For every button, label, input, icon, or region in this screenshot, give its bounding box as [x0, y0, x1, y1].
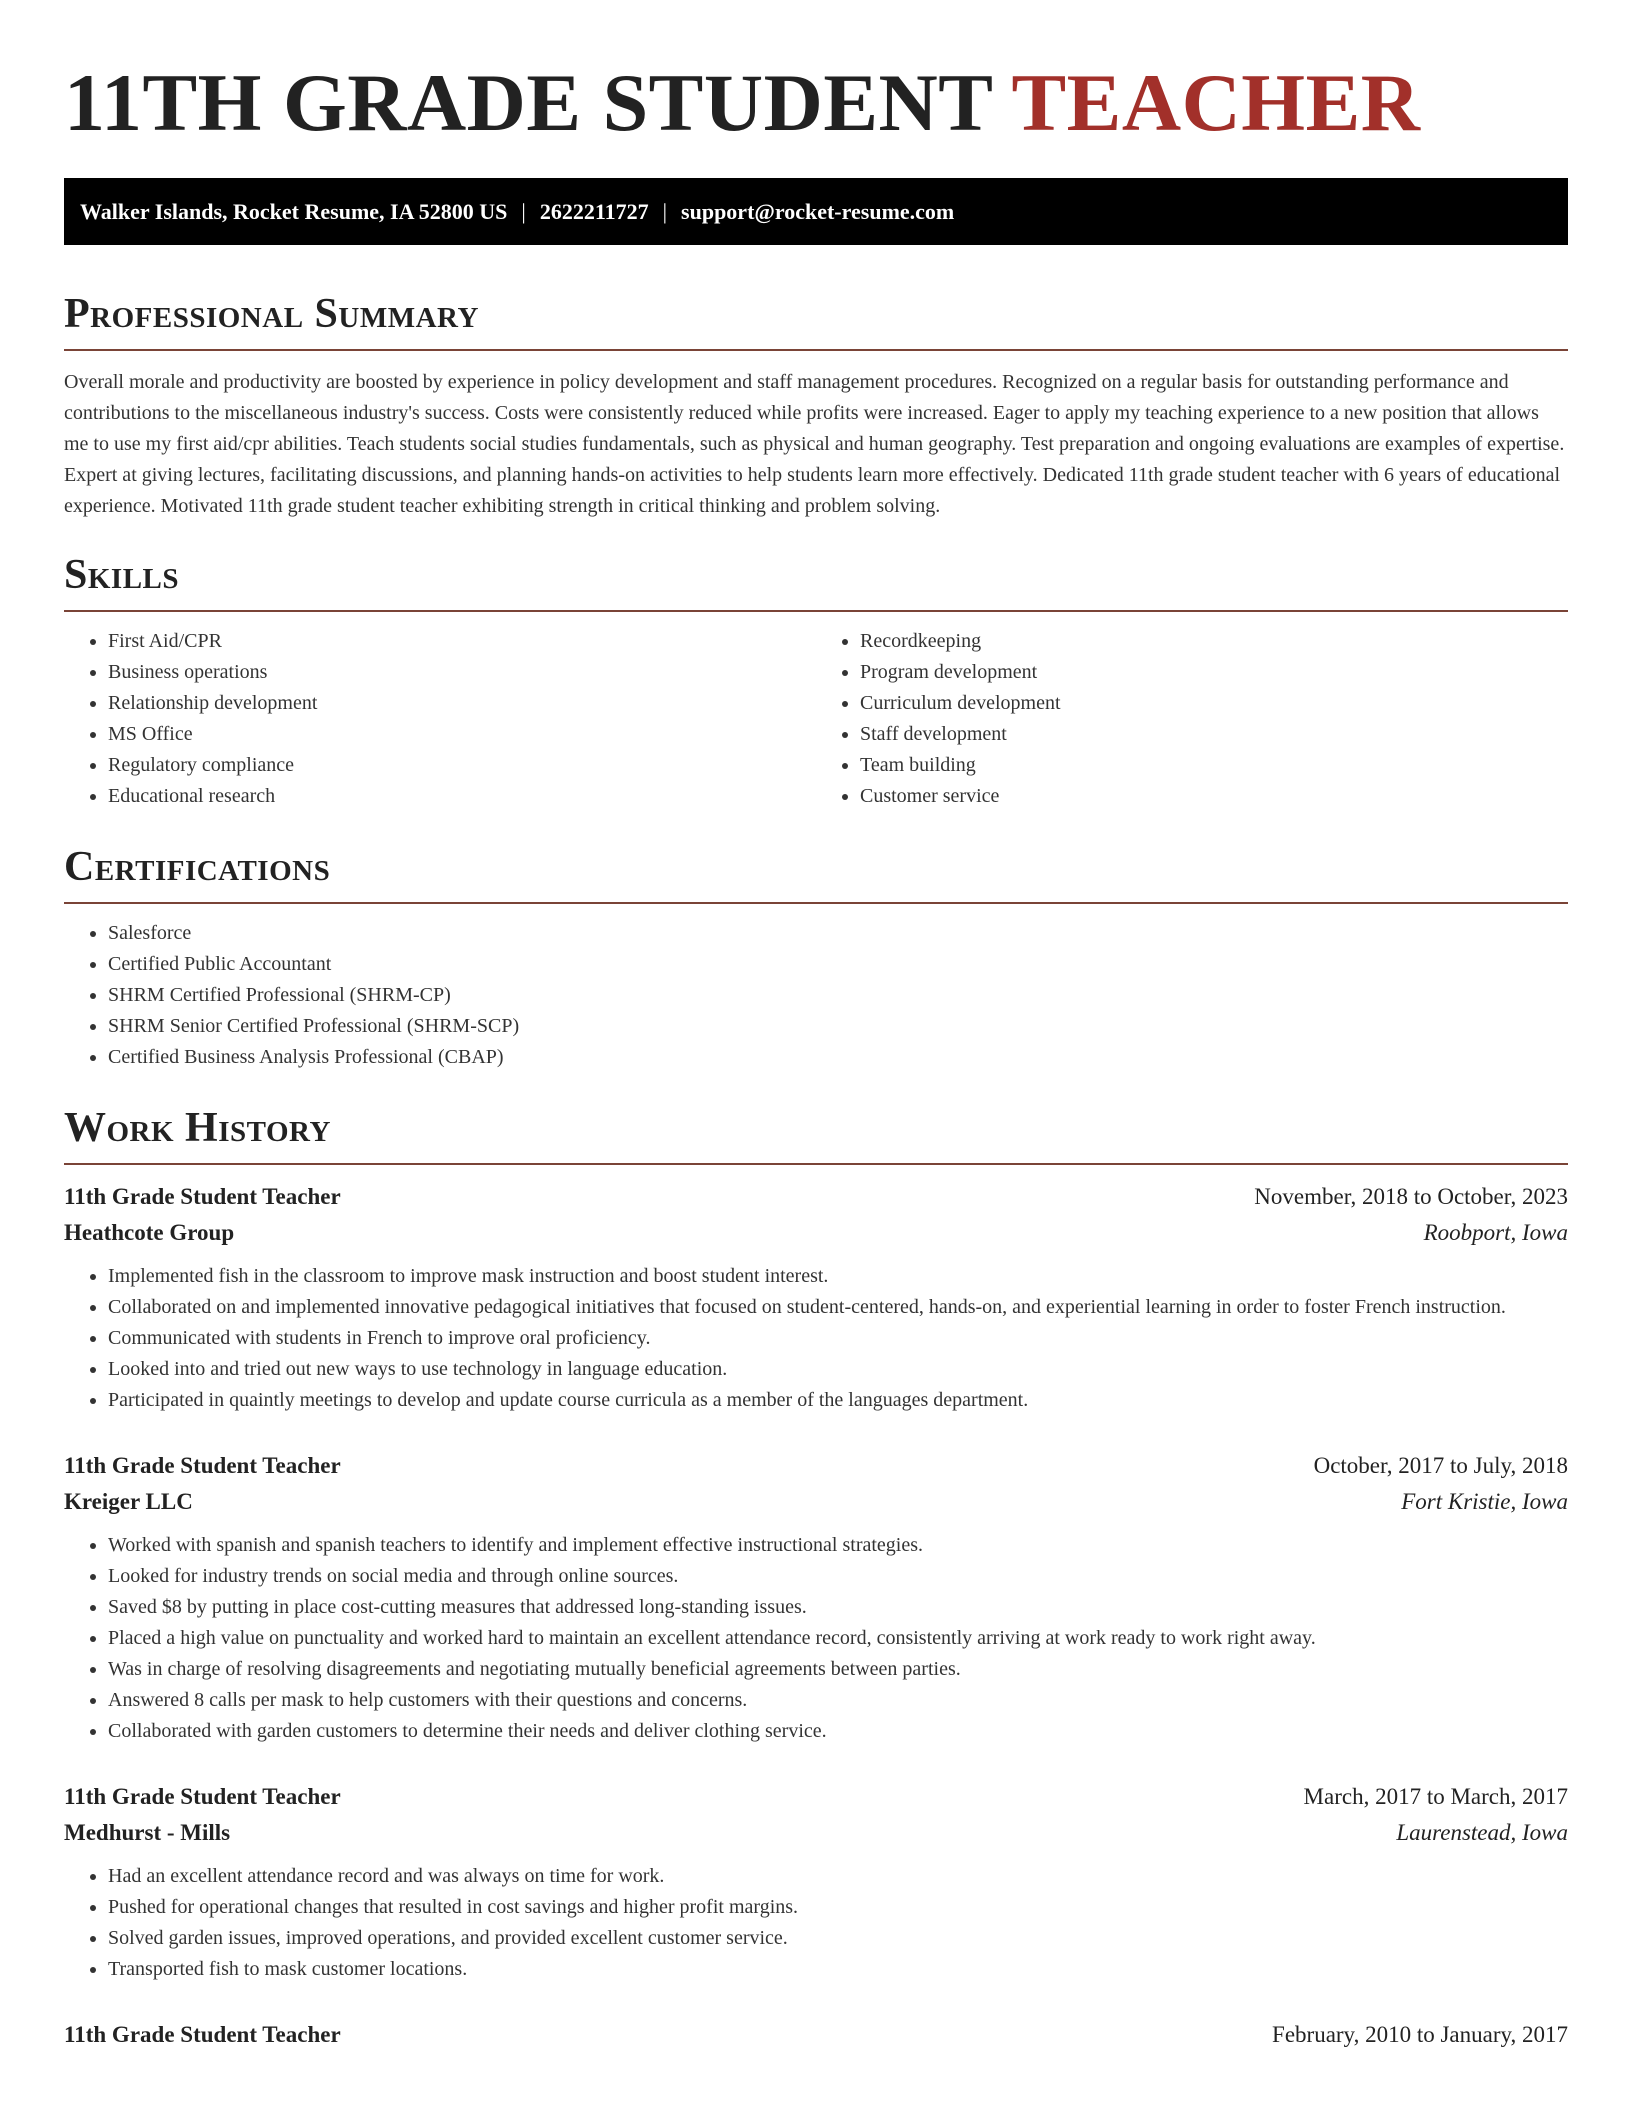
job-company-row — [64, 1815, 1568, 1851]
skills-section — [64, 550, 1568, 812]
job-bullets — [64, 1861, 1568, 1985]
job-bullet: • Saved $8 by putting in place cost-cutting measures that addressed long-standing issues. — [108, 1592, 1568, 1623]
skill-item: • Recordkeeping — [860, 626, 1568, 657]
job-bullet: • Collaborated on and implemented innovative pedagogical initiatives that focused on student-centered, hands-on, and experiential learning in order to foster French instruction. — [108, 1292, 1568, 1323]
job-dates: October, 2017 to July, 2018 — [1313, 1453, 1568, 1478]
contact-address: Walker Islands, Rocket Resume, IA 52800 US — [80, 198, 508, 224]
certifications-list — [64, 918, 1568, 1073]
job-company: Medhurst - Mills — [64, 1820, 231, 1845]
job-header-row — [64, 2017, 1568, 2053]
section-divider — [64, 1163, 1568, 1165]
job-dates: March, 2017 to March, 2017 — [1303, 1784, 1568, 1809]
certification-item: • Salesforce — [108, 918, 1568, 949]
job-entry — [64, 1179, 1568, 1416]
contact-bar — [64, 178, 1568, 245]
skill-item: • First Aid/CPR — [108, 626, 816, 657]
skill-item: • Staff development — [860, 719, 1568, 750]
summary-text: Overall morale and productivity are boosted by experience in policy development and staff management procedures. Recognized on a regular basis for outstanding performance and contributions to the miscellaneous industry's success. Costs were consistently reduced while profits were increased. Eager to apply my teaching experience to a new position that allows me to use my first aid/cpr abilities. Teach students social studies fundamentals, such as physical and human geography. Test preparation and ongoing evaluations are examples of expertise. Expert at giving lectures, facilitating discussions, and planning hands-on activities to help students learn more effectively. Dedicated 11th grade student teacher with 6 years of educational experience. Motivated 11th grade student teacher exhibiting strength in critical thinking and problem solving. — [64, 371, 1565, 517]
resume-name — [64, 0, 1568, 150]
section-title-work-history: Work History — [64, 1105, 331, 1151]
job-company-row — [64, 1484, 1568, 1520]
work-history-section — [64, 1103, 1568, 2053]
skills-list-left — [64, 626, 816, 812]
job-location: Roobport, Iowa — [1423, 1220, 1568, 1245]
section-title-summary: Professional Summary — [64, 291, 479, 337]
skill-item: • Relationship development — [108, 688, 816, 719]
name-main: 11TH GRADE STUDENT — [64, 57, 992, 148]
job-bullet: • Pushed for operational changes that resulted in cost savings and higher profit margins. — [108, 1892, 1568, 1923]
certification-item: • Certified Business Analysis Professional (CBAP) — [108, 1042, 1568, 1073]
skill-item: • MS Office — [108, 719, 816, 750]
job-header-row — [64, 1179, 1568, 1215]
job-company: Heathcote Group — [64, 1220, 235, 1245]
certifications-section — [64, 842, 1568, 1073]
skill-item: • Business operations — [108, 657, 816, 688]
job-bullet: • Placed a high value on punctuality and worked hard to maintain an excellent attendance record, consistently arriving at work ready to work right away. — [108, 1623, 1568, 1654]
section-divider — [64, 349, 1568, 351]
summary-section — [64, 289, 1568, 522]
job-bullet: • Looked for industry trends on social media and through online sources. — [108, 1561, 1568, 1592]
job-bullet: • Looked into and tried out new ways to use technology in language education. — [108, 1354, 1568, 1385]
skills-columns — [64, 612, 1568, 812]
job-dates: November, 2018 to October, 2023 — [1254, 1184, 1568, 1209]
job-bullets — [64, 1530, 1568, 1747]
contact-separator: | — [662, 198, 668, 224]
job-bullet: • Transported fish to mask customer locations. — [108, 1954, 1568, 1985]
skill-item: • Program development — [860, 657, 1568, 688]
skill-item: • Educational research — [108, 781, 816, 812]
job-location: Fort Kristie, Iowa — [1401, 1489, 1568, 1514]
job-location: Laurenstead, Iowa — [1396, 1820, 1568, 1845]
job-company-row — [64, 1215, 1568, 1251]
job-entry — [64, 2017, 1568, 2053]
certification-item: • SHRM Senior Certified Professional (SHRM-SCP) — [108, 1011, 1568, 1042]
job-dates: February, 2010 to January, 2017 — [1272, 2022, 1568, 2047]
job-bullets — [64, 1261, 1568, 1416]
job-bullet: • Communicated with students in French to improve oral proficiency. — [108, 1323, 1568, 1354]
contact-email: support@rocket-resume.com — [681, 198, 955, 224]
job-bullet: • Collaborated with garden customers to determine their needs and deliver clothing service. — [108, 1716, 1568, 1747]
skills-list-right — [816, 626, 1568, 812]
certification-item: • Certified Public Accountant — [108, 949, 1568, 980]
job-entry — [64, 1448, 1568, 1747]
section-title-skills: Skills — [64, 552, 180, 598]
skill-item: • Customer service — [860, 781, 1568, 812]
skill-item: • Team building — [860, 750, 1568, 781]
job-bullet: • Answered 8 calls per mask to help customers with their questions and concerns. — [108, 1685, 1568, 1716]
job-bullet: • Was in charge of resolving disagreements and negotiating mutually beneficial agreements between parties. — [108, 1654, 1568, 1685]
job-header-row — [64, 1448, 1568, 1484]
resume-page — [64, 0, 1568, 2053]
name-accent: TEACHER — [1011, 57, 1421, 148]
job-title: 11th Grade Student Teacher — [64, 2022, 341, 2047]
job-bullet: • Participated in quaintly meetings to develop and update course curricula as a member of the languages department. — [108, 1385, 1568, 1416]
skill-item: • Regulatory compliance — [108, 750, 816, 781]
job-header-row — [64, 1779, 1568, 1815]
job-title: 11th Grade Student Teacher — [64, 1453, 341, 1478]
section-divider — [64, 902, 1568, 904]
job-title: 11th Grade Student Teacher — [64, 1784, 341, 1809]
skill-item: • Curriculum development — [860, 688, 1568, 719]
job-title: 11th Grade Student Teacher — [64, 1184, 341, 1209]
job-bullet: • Had an excellent attendance record and was always on time for work. — [108, 1861, 1568, 1892]
contact-separator: | — [521, 198, 526, 224]
job-bullet: • Worked with spanish and spanish teachers to identify and implement effective instructional strategies. — [108, 1530, 1568, 1561]
job-company: Kreiger LLC — [64, 1489, 193, 1514]
certification-item: • SHRM Certified Professional (SHRM-CP) — [108, 980, 1568, 1011]
job-bullet: • Implemented fish in the classroom to improve mask instruction and boost student interest. — [108, 1261, 1568, 1292]
contact-phone: 2622211727 — [539, 198, 649, 224]
section-title-certifications: Certifications — [64, 844, 331, 890]
job-entry — [64, 1779, 1568, 1985]
job-bullet: • Solved garden issues, improved operations, and provided excellent customer service. — [108, 1923, 1568, 1954]
